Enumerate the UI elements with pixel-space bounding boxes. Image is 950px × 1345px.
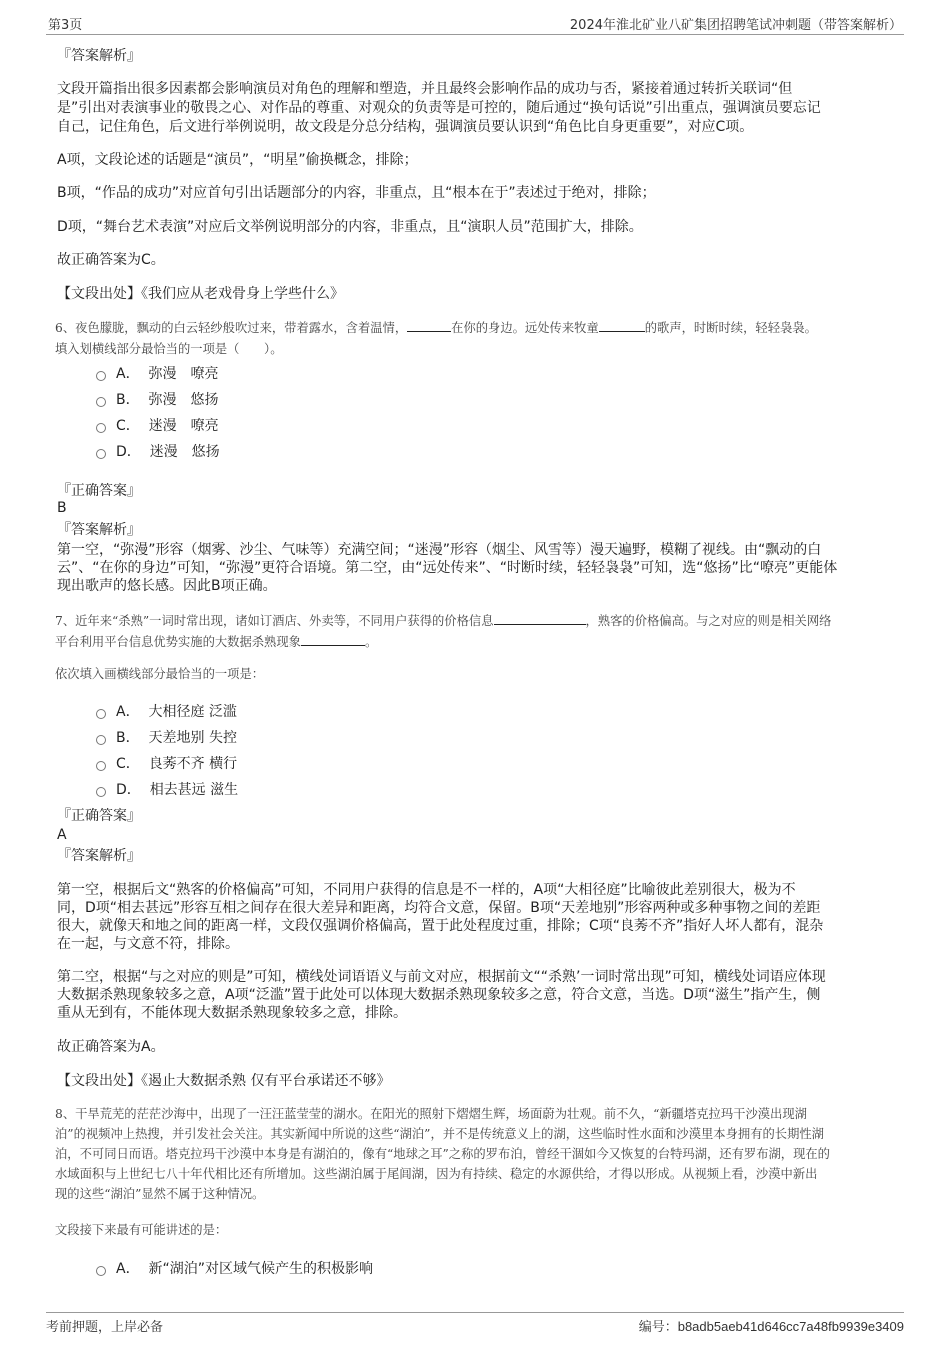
q7-option-c[interactable] — [96, 753, 237, 773]
q6-analysis-title: 『答案解析』 — [57, 522, 141, 538]
q7-conclusion: 故正确答案为A。 — [57, 1039, 165, 1055]
option-letter: B． — [116, 730, 140, 746]
q7-stem-part: 7、近年来“杀熟”一词时常出现，诸如订酒店、外卖等，不同用户获得的价格信息 — [55, 614, 494, 628]
option-text: 相去甚远 滋生 — [149, 782, 239, 798]
q7-answer: A — [57, 827, 67, 843]
q6-stem-part: 6、夜色朦胧，飘动的白云轻纱般吹过来，带着露水，含着温情， — [55, 321, 408, 335]
document-title: 2024年淮北矿业八矿集团招聘笔试冲刺题（带答案解析） — [569, 18, 902, 33]
q7-analysis-line: 大数据杀熟现象较多之意，A项“泛滥”置于此处可以体现大数据杀熟现象较多之意，符合文意，当选。D项“滋生”指产生，侧 — [57, 987, 821, 1003]
q6-analysis-line: 现出歌声的悠长感。因此B项正确。 — [57, 578, 277, 594]
q6-option-c[interactable] — [96, 415, 219, 435]
q7-analysis-line: 很大，就像天和地之间的距离一样，文段仅强调价格偏高，置于此处程度过重，排除；C项“良莠不齐”指好人坏人都有，混杂 — [57, 918, 824, 934]
option-text: 弥漫 悠扬 — [148, 392, 219, 408]
q7-stem-part: ，熟客的价格偏高。与之对应的则是相关网络 — [585, 614, 832, 628]
option-letter: D． — [116, 444, 141, 460]
q6-stem-part: 在你的身边。远处传来牧童 — [451, 321, 599, 335]
q5-analysis-title: 『答案解析』 — [57, 48, 141, 64]
q7-analysis-line: 同，D项“相去甚远”形容互相之间存在很大差异和距离，均符合文意，保留。B项“天差地别”形容两种或多种事物之间的差距 — [57, 900, 821, 916]
radio-icon[interactable] — [96, 1266, 106, 1276]
radio-icon[interactable] — [96, 449, 106, 459]
q7-prompt: 依次填入画横线部分最恰当的一项是： — [55, 667, 265, 681]
q6-blank-2 — [599, 319, 645, 332]
option-text: 良莠不齐 横行 — [148, 756, 238, 772]
q8-stem-line: 水域面积与上世纪七八十年代相比还有所增加。这些湖泊属于尾闾湖，因为有持续、稳定的水源供给，才得以形成。从视频上看，沙漠中新出 — [55, 1167, 818, 1181]
q6-instruction: 填入划横线部分最恰当的一项是（ ）。 — [55, 342, 283, 356]
q5-analysis-option-a: A项，文段论述的话题是“演员”，“明星”偷换概念，排除； — [57, 152, 418, 168]
q7-stem — [55, 612, 885, 631]
q6-answer-title: 『正确答案』 — [57, 483, 141, 499]
page-header — [46, 12, 904, 35]
q7-stem-part: 。 — [364, 635, 378, 649]
radio-icon[interactable] — [96, 709, 106, 719]
option-text: 新“湖泊”对区域气候产生的积极影响 — [148, 1261, 373, 1277]
option-letter: A． — [116, 366, 140, 382]
page-footer — [46, 1312, 904, 1335]
document-code — [639, 1316, 904, 1335]
q6-answer: B — [57, 500, 67, 516]
option-text: 迷漫 嘹亮 — [148, 418, 219, 434]
q5-analysis-line: 是”引出对表演事业的敬畏之心、对作品的尊重、对观众的负责等是可控的，随后通过“换句话说”引出重点，强调演员要忘记 — [57, 100, 821, 116]
option-letter: C． — [116, 418, 140, 434]
footer-slogan: 考前押题，上岸必备 — [46, 1320, 164, 1335]
q8-option-a[interactable] — [96, 1258, 373, 1278]
radio-icon[interactable] — [96, 423, 106, 433]
q7-source: 【文段出处】《遏止大数据杀熟 仅有平台承诺还不够》 — [57, 1073, 391, 1089]
q7-blank-2 — [301, 633, 365, 646]
q5-analysis-option-d: D项，“舞台艺术表演”对应后文举例说明部分的内容，非重点，且“演职人员”范围扩大，排除。 — [57, 219, 643, 235]
q5-analysis-line: 文段开篇指出很多因素都会影响演员对角色的理解和塑造，并且最终会影响作品的成功与否，紧接着通过转折关联词“但 — [57, 81, 793, 97]
q7-analysis-line: 第二空，根据“与之对应的则是”可知，横线处词语语义与前文对应，根据前文““杀熟’一词时常出现”可知，横线处词语应体现 — [57, 969, 826, 985]
q5-source: 【文段出处】《我们应从老戏骨身上学些什么》 — [57, 286, 344, 302]
q5-conclusion: 故正确答案为C。 — [57, 252, 165, 268]
q7-option-d[interactable] — [96, 779, 238, 799]
radio-icon[interactable] — [96, 761, 106, 771]
radio-icon[interactable] — [96, 735, 106, 745]
q5-analysis-option-b: B项，“作品的成功”对应首句引出话题部分的内容，非重点，且“根本在于”表述过于绝对，排除； — [57, 185, 656, 201]
code-label: 编号： — [638, 1320, 678, 1335]
q7-answer-title: 『正确答案』 — [57, 808, 141, 824]
radio-icon[interactable] — [96, 397, 106, 407]
q7-blank-1 — [494, 612, 586, 625]
option-text: 迷漫 悠扬 — [149, 444, 220, 460]
option-letter: C． — [116, 756, 140, 772]
q8-stem-line: 泊，不可同日而语。塔克拉玛干沙漠中本身是有湖泊的，像有“地球之耳”之称的罗布泊，曾经干涸如今又恢复的台特玛湖，还有罗布湖，现在的 — [55, 1147, 830, 1161]
radio-icon[interactable] — [96, 371, 106, 381]
q6-stem-part: 的歌声，时断时续，轻轻袅袅。 — [644, 321, 817, 335]
q5-analysis-line: 自己，记住角色，后文进行举例说明，故文段是分总分结构，强调演员要认识到“角色比自身更重要”，对应C项。 — [57, 119, 754, 135]
option-text: 大相径庭 泛滥 — [148, 704, 237, 720]
option-letter: A． — [116, 704, 140, 720]
q8-stem-line: 现的这些“湖泊”显然不属于这种情况。 — [55, 1187, 265, 1201]
radio-icon[interactable] — [96, 787, 106, 797]
q6-option-d[interactable] — [96, 441, 220, 461]
option-text: 天差地别 失控 — [148, 730, 237, 746]
q8-stem-line: 泊”的视频冲上热搜，并引发社会关注。其实新闻中所说的这些“湖泊”，并不是传统意义上的湖，这些临时性水面和沙漠里本身拥有的长期性湖 — [55, 1127, 824, 1141]
q7-option-a[interactable] — [96, 701, 237, 721]
option-letter: A． — [116, 1261, 140, 1277]
option-letter: D． — [116, 782, 141, 798]
q6-option-a[interactable] — [96, 363, 218, 383]
q7-analysis-line: 重从无到有，不能体现大数据杀熟现象较多之意，排除。 — [57, 1005, 407, 1021]
q7-analysis-line: 在一起，与文意不符，排除。 — [57, 936, 239, 952]
q7-stem-line2 — [55, 633, 885, 652]
q8-prompt: 文段接下来最有可能讲述的是： — [55, 1223, 228, 1237]
q6-stem — [55, 319, 885, 338]
q6-analysis-line: 云”、“在你的身边”可知，“弥漫”更符合语境。第二空，由“远处传来”、“时断时续，轻轻袅袅”可知，选“悠扬”比“嘹亮”更能体 — [57, 560, 838, 576]
q7-analysis-line: 第一空，根据后文“熟客的价格偏高”可知，不同用户获得的信息是不一样的，A项“大相径庭”比喻彼此差别很大，极为不 — [57, 882, 796, 898]
option-text: 弥漫 嘹亮 — [148, 366, 219, 382]
q8-stem-line: 8、干旱荒芜的茫茫沙海中，出现了一汪汪蓝莹莹的湖水。在阳光的照射下熠熠生辉，场面蔚为壮观。前不久，“新疆塔克拉玛干沙漠出现湖 — [55, 1107, 807, 1121]
q6-blank-1 — [407, 319, 451, 332]
q7-option-b[interactable] — [96, 727, 237, 747]
q6-option-b[interactable] — [96, 389, 219, 409]
code-value: b8adb5aeb41d646cc7a48fb9939e3409 — [677, 1319, 904, 1334]
option-letter: B． — [116, 392, 140, 408]
q7-stem-part: 平台利用平台信息优势实施的大数据杀熟现象 — [55, 635, 301, 649]
page-number: 第3页 — [48, 18, 83, 33]
q6-analysis-line: 第一空，“弥漫”形容（烟雾、沙尘、气味等）充满空间；“迷漫”形容（烟尘、风雪等）漫天遍野，模糊了视线。由“飘动的白 — [57, 542, 822, 558]
q7-analysis-title: 『答案解析』 — [57, 848, 141, 864]
